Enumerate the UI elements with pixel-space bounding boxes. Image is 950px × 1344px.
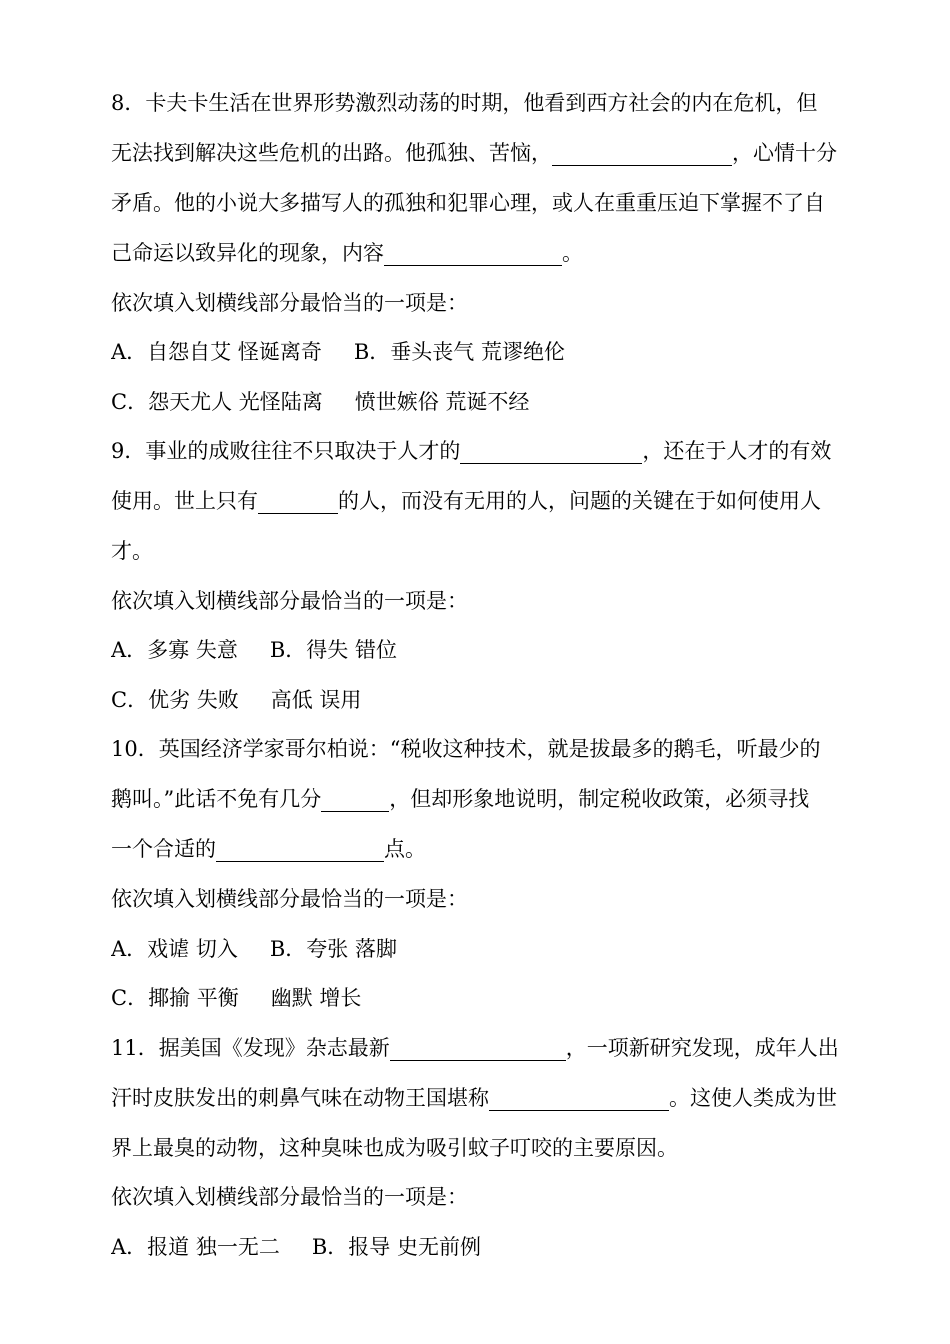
q10-line-2 bbox=[111, 784, 871, 814]
text: 一个合适的 bbox=[111, 837, 216, 861]
text: 才。 bbox=[111, 539, 153, 563]
option-c: C．优劣 失败 bbox=[111, 688, 239, 712]
text: 。这使人类成为世 bbox=[669, 1086, 837, 1110]
q8-line-2 bbox=[111, 138, 871, 168]
option-a: A．报道 独一无二 bbox=[111, 1235, 280, 1259]
text: ，但却形象地说明，制定税收政策，必须寻找 bbox=[389, 787, 810, 811]
text: 依次填入划横线部分最恰当的一项是： bbox=[111, 887, 468, 911]
q11-prompt bbox=[111, 1182, 871, 1212]
text: 10．英国经济学家哥尔柏说：“税收这种技术，就是拔最多的鹅毛，听最少的 bbox=[111, 737, 821, 761]
text: ，还在于人才的有效 bbox=[642, 439, 832, 463]
q8-line-1 bbox=[111, 88, 871, 118]
text: 依次填入划横线部分最恰当的一项是： bbox=[111, 1185, 468, 1209]
q8-options-cd bbox=[111, 387, 871, 417]
option-b: B．得失 错位 bbox=[269, 638, 397, 662]
text: 8．卡夫卡生活在世界形势激烈动荡的时期，他看到西方社会的内在危机，但 bbox=[111, 91, 818, 115]
q10-line-1 bbox=[111, 734, 871, 764]
q9-line-1 bbox=[111, 436, 871, 466]
q11-options-ab bbox=[111, 1232, 871, 1262]
q9-line-2 bbox=[111, 486, 871, 516]
q10-prompt bbox=[111, 884, 871, 914]
blank-underline bbox=[552, 143, 732, 166]
text: 依次填入划横线部分最恰当的一项是： bbox=[111, 291, 468, 315]
option-c: C．怨天尤人 光怪陆离 bbox=[111, 390, 323, 414]
blank-underline bbox=[460, 441, 642, 464]
option-a: A．多寡 失意 bbox=[111, 638, 238, 662]
blank-underline bbox=[321, 789, 389, 812]
text: 的人，而没有无用的人，问题的关键在于如何使用人 bbox=[338, 489, 821, 513]
q8-prompt bbox=[111, 288, 871, 318]
text: 界上最臭的动物，这种臭味也成为吸引蚊子叮咬的主要原因。 bbox=[111, 1136, 678, 1160]
text: 己命运以致异化的现象，内容 bbox=[111, 241, 384, 265]
q11-line-2 bbox=[111, 1083, 871, 1113]
option-c: C．揶揄 平衡 bbox=[111, 986, 239, 1010]
q9-prompt bbox=[111, 586, 871, 616]
option-b: B．报导 史无前例 bbox=[311, 1235, 481, 1259]
option-a: A．戏谑 切入 bbox=[111, 937, 238, 961]
option-b: B．夸张 落脚 bbox=[269, 937, 397, 961]
q9-options-ab bbox=[111, 635, 871, 665]
text: ，一项新研究发现，成年人出 bbox=[565, 1036, 839, 1060]
text: 矛盾。他的小说大多描写人的孤独和犯罪心理，或人在重重压迫下掌握不了自 bbox=[111, 191, 825, 215]
text: 使用。世上只有 bbox=[111, 489, 258, 513]
option-a: A．自怨自艾 怪诞离奇 bbox=[111, 340, 322, 364]
q8-line-4 bbox=[111, 238, 871, 268]
blank-underline bbox=[489, 1088, 669, 1111]
q11-line-1 bbox=[111, 1033, 871, 1063]
text: 鹅叫。”此话不免有几分 bbox=[111, 787, 322, 811]
text: 11．据美国《发现》杂志最新 bbox=[111, 1036, 390, 1060]
blank-underline bbox=[258, 491, 338, 514]
text: ，心情十分 bbox=[732, 141, 837, 165]
text: 汗时皮肤发出的刺鼻气味在动物王国堪称 bbox=[111, 1086, 489, 1110]
blank-underline bbox=[384, 243, 562, 266]
blank-underline bbox=[390, 1038, 566, 1061]
option-d: 高低 误用 bbox=[270, 688, 362, 712]
q10-options-cd bbox=[111, 983, 871, 1013]
text: 无法找到解决这些危机的出路。他孤独、苦恼， bbox=[111, 141, 552, 165]
q10-line-3 bbox=[111, 834, 871, 864]
q8-options-ab bbox=[111, 337, 871, 367]
text: 9．事业的成败往往不只取决于人才的 bbox=[111, 439, 461, 463]
q11-line-3 bbox=[111, 1133, 871, 1163]
option-d: 幽默 增长 bbox=[270, 986, 362, 1010]
text: 点。 bbox=[384, 837, 426, 861]
text: 依次填入划横线部分最恰当的一项是： bbox=[111, 589, 468, 613]
blank-underline bbox=[216, 839, 384, 862]
option-d: 愤世嫉俗 荒诞不经 bbox=[354, 390, 530, 414]
q10-options-ab bbox=[111, 934, 871, 964]
q9-line-3 bbox=[111, 536, 871, 566]
q8-line-3 bbox=[111, 188, 871, 218]
text: 。 bbox=[562, 241, 583, 265]
q9-options-cd bbox=[111, 685, 871, 715]
option-b: B．垂头丧气 荒谬绝伦 bbox=[353, 340, 565, 364]
